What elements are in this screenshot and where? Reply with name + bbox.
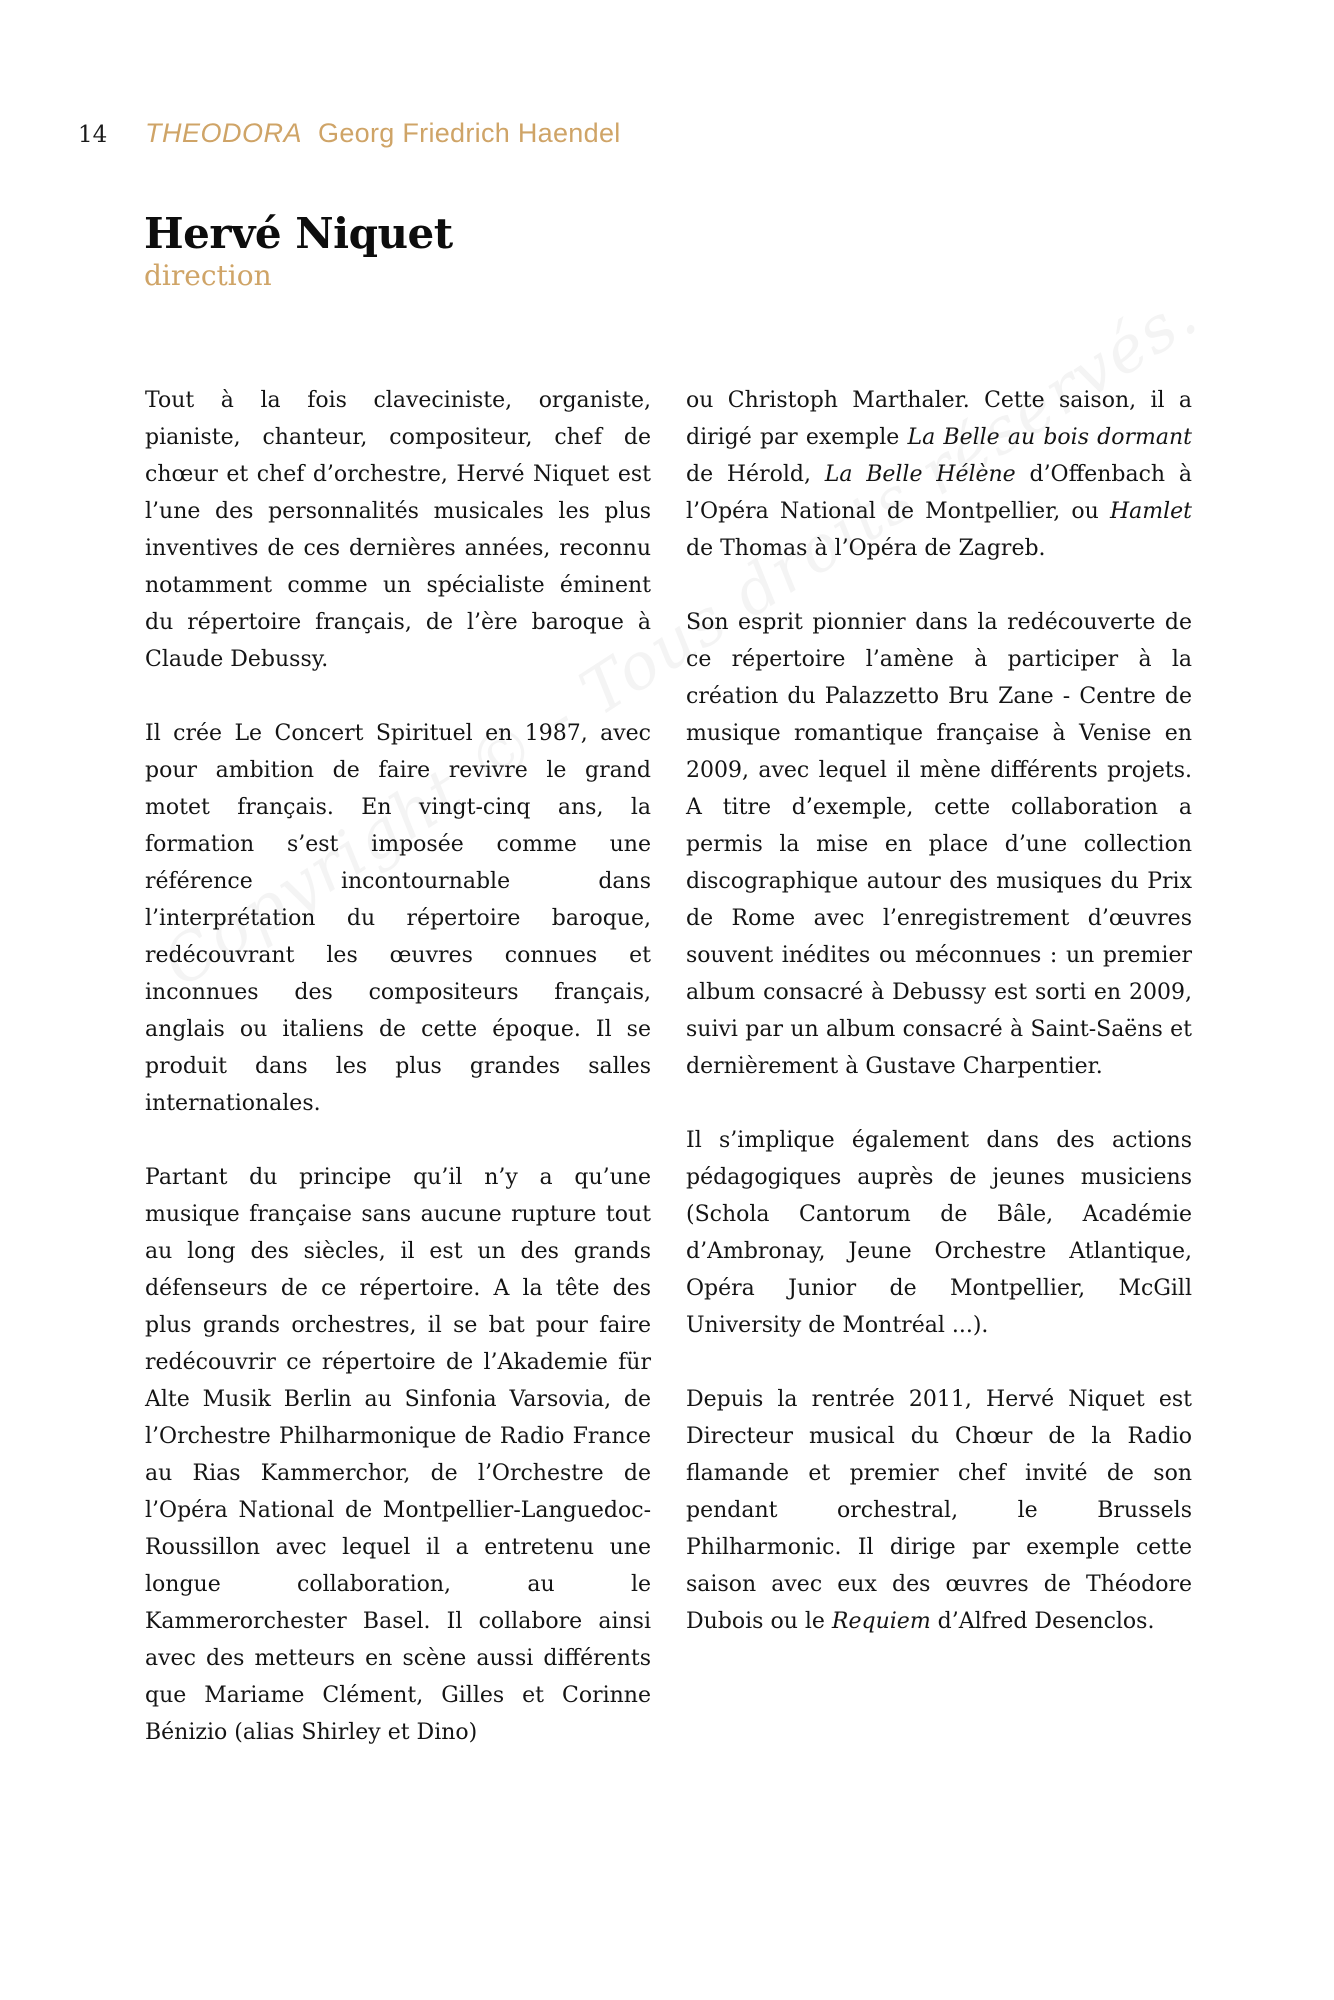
biography-paragraph [686, 1381, 1192, 1640]
composer-name: Georg Friedrich Haendel [318, 118, 621, 148]
artist-name: Hervé Niquet [144, 209, 453, 258]
biography-paragraph [686, 382, 1192, 567]
artist-role: direction [144, 259, 272, 292]
work-title-italic: Hamlet [1109, 499, 1192, 524]
work-title-italic: Requiem [831, 1609, 931, 1634]
text-run: d’Offenbach à l’Opéra National de Montpellier, ou [686, 462, 1192, 524]
artist-heading [144, 208, 453, 292]
biography-paragraph: Tout à la fois claveciniste, organiste, pianiste, chanteur, compositeur, chef de chœur et chef d’orchestre, Hervé Niquet est l’une des personnalités musicales les plus inventives de ces dernières années, reconnu notamment comme un spécialiste éminent du répertoire français, de l’ère baroque à Claude Debussy. [145, 388, 651, 672]
work-title-italic: La Belle Hélène [824, 462, 1016, 487]
text-run: de Thomas à l’Opéra de Zagreb. [686, 536, 1046, 561]
biography-paragraph: Il s’implique également dans des actions pédagogiques auprès de jeunes musiciens (Schola Cantorum de Bâle, Académie d’Ambronay, Jeune Orchestre Atlantique, Opéra Junior de Montpellier, McGill University de Montréal ...). [686, 1128, 1192, 1338]
text-run: ou Christoph Marthaler. Cette saison, il a dirigé par exemple [686, 388, 1192, 450]
running-header [78, 118, 621, 148]
work-title: THEODORA [145, 118, 303, 148]
biography-paragraph: Il crée Le Concert Spirituel en 1987, avec pour ambition de faire revivre le grand motet français. En vingt-cinq ans, la formation s’est imposée comme une référence incontournable dans l’interprétation du répertoire baroque, redécouvrant les œuvres connues et inconnues des compositeurs français, anglais ou italiens de cette époque. Il se produit dans les plus grandes salles internationales. [145, 721, 651, 1116]
text-run: Depuis la rentrée 2011, Hervé Niquet est Directeur musical du Chœur de la Radio flamande et premier chef invité de son pendant orchestral, le Brussels Philharmonic. Il dirige par exemple cette saison avec eux des œuvres de Théodore Dubois ou le [686, 1387, 1192, 1634]
work-title-italic: La Belle au bois dormant [907, 425, 1193, 450]
biography-paragraph: Son esprit pionnier dans la redécouverte de ce répertoire l’amène à participer à la création du Palazzetto Bru Zane - Centre de musique romantique française à Venise en 2009, avec lequel il mène différents projets. A titre d’exemple, cette collaboration a permis la mise en place d’une collection discographique autour des musiques du Prix de Rome avec l’enregistrement d’œuvres souvent inédites ou méconnues : un premier album consacré à Debussy est sorti en 2009, suivi par un album consacré à Saint-Saëns et dernièrement à Gustave Charpentier. [686, 610, 1192, 1079]
biography-column-right [686, 382, 1192, 1677]
biography-paragraph: Partant du principe qu’il n’y a qu’une musique française sans aucune rupture tout au long des siècles, il est un des grands défenseurs de ce répertoire. A la tête des plus grands orchestres, il se bat pour faire redécouvrir ce répertoire de l’Akademie für Alte Musik Berlin au Sinfonia Varsovia, de l’Orchestre Philharmonique de Radio France au Rias Kammerchor, de l’Orchestre de l’Opéra National de Montpellier-Languedoc-Roussillon avec lequel il a entretenu une longue collaboration, au le Kammerorchester Basel. Il collabore ainsi avec des metteurs en scène aussi différents que Mariame Clément, Gilles et Corinne Bénizio (alias Shirley et Dino) [145, 1165, 651, 1745]
page-number: 14 [78, 122, 108, 148]
text-run: d’Alfred Desenclos. [930, 1609, 1155, 1634]
biography-column-left [145, 382, 651, 1788]
text-run: de Hérold, [686, 462, 825, 487]
